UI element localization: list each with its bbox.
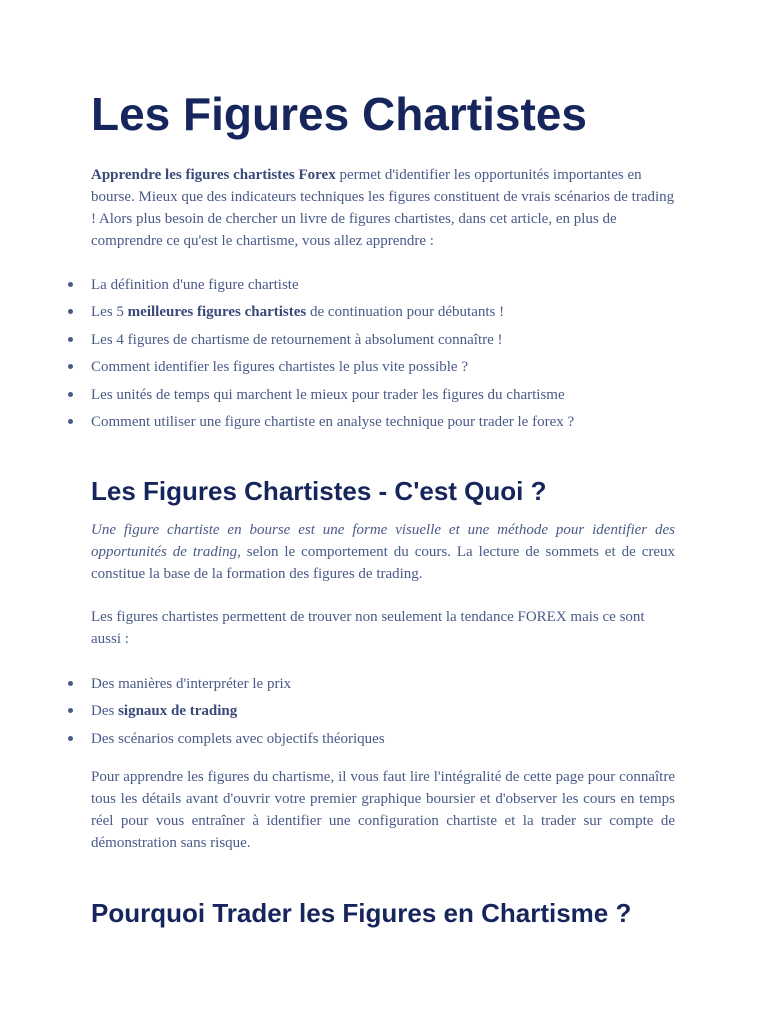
bullet-icon — [68, 337, 73, 342]
learning-list — [0, 276, 768, 440]
bullet-icon — [68, 419, 73, 424]
list-item: Les 4 figures de chartisme de retournement à absolument connaître ! — [0, 331, 768, 358]
list-item: Comment identifier les figures chartistes le plus vite possible ? — [0, 358, 768, 385]
definition-paragraph — [91, 519, 675, 585]
list-item: Comment utiliser une figure chartiste en analyse technique pour trader le forex ? — [0, 413, 768, 440]
definition-text: , selon le comportement du cours. La lecture de sommets et de creux constitue la base de la formation des figures de trading. — [91, 544, 676, 582]
section-heading-what-is: Les Figures Chartistes - C'est Quoi ? — [91, 476, 547, 506]
section-heading-why-trade: Pourquoi Trader les Figures en Chartisme ? — [91, 898, 632, 928]
list-item: Des scénarios complets avec objectifs théoriques — [0, 730, 768, 757]
bullet-icon — [68, 708, 73, 713]
list-item: Les 5 meilleures figures chartistes de continuation pour débutants ! — [0, 303, 768, 330]
list-item: Des manières d'interpréter le prix — [0, 675, 768, 702]
intro-paragraph — [91, 164, 675, 252]
learning-paragraph: Pour apprendre les figures du chartisme, il vous faut lire l'intégralité de cette page pour connaître tous les détails avant d'ouvrir votre premier graphique boursier et d'observer les cours en temps réel pour vous entraîner à identifier une configuration chartiste et la trader sur compte de démonstration sans risque. — [91, 769, 675, 851]
list-item: Des signaux de trading — [0, 702, 768, 729]
bullet-icon — [68, 309, 73, 314]
bullet-icon — [68, 282, 73, 287]
definition-italic: Une figure chartiste en bourse est une forme visuelle et une méthode pour identifier des opportunités de trading — [91, 522, 675, 560]
bullet-icon — [68, 736, 73, 741]
bullet-icon — [68, 364, 73, 369]
features-list — [0, 675, 768, 757]
forex-trend-paragraph: Les figures chartistes permettent de trouver non seulement la tendance FOREX mais ce sont aussi : — [91, 609, 645, 647]
bullet-icon — [68, 681, 73, 686]
intro-bold-lead: Apprendre les figures chartistes Forex — [91, 167, 336, 183]
bullet-icon — [68, 392, 73, 397]
page-title: Les Figures Chartistes — [91, 88, 587, 140]
list-item: La définition d'une figure chartiste — [0, 276, 768, 303]
list-item: Les unités de temps qui marchent le mieux pour trader les figures du chartisme — [0, 386, 768, 413]
intro-text: permet d'identifier les opportunités importantes en bourse. Mieux que des indicateurs techniques les figures constituent de vrais scénarios de trading ! Alors plus besoin de chercher un livre de figures chartistes, dans cet article, en plus de comprendre ce qu'est le chartisme, vous allez apprendre : — [91, 167, 675, 249]
